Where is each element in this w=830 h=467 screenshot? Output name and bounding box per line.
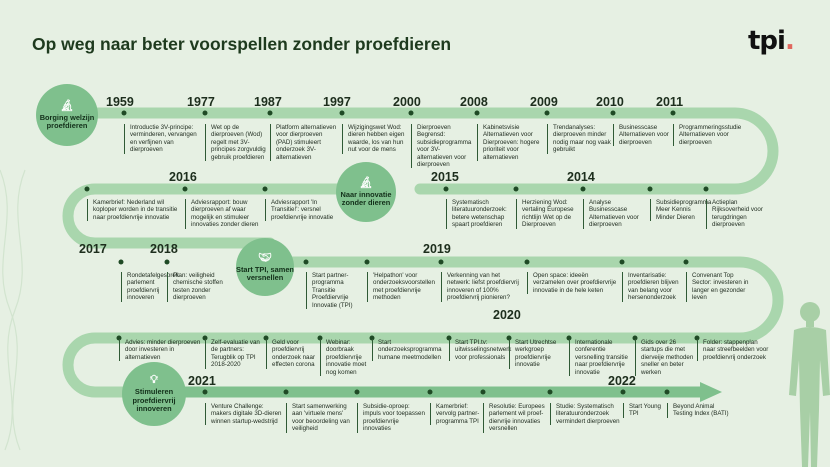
event-item bbox=[446, 199, 514, 229]
event-text: Platform alternatieven voor dierproeven (PAD) stimuleert onderzoek 3V-alternatieven bbox=[270, 124, 340, 161]
event-text: Start Young TPI bbox=[623, 403, 665, 418]
year-label: 2016 bbox=[169, 170, 197, 184]
event-item bbox=[185, 199, 263, 229]
event-item bbox=[372, 339, 447, 361]
event-text: Folder: stappenplan naar streefbeelden voor proefdiervrij onderzoek bbox=[697, 339, 769, 361]
event-text: Kabinetsvisie Alternatieven voor Dierproeven: hogere prioriteit voor alternatieven bbox=[477, 124, 545, 161]
event-text: Venture Challenge: makers digitale 3D-dieren winnen startup-wedstrijd bbox=[205, 403, 284, 425]
milestone-label: Stimuleren proefdiervrij innoveren bbox=[132, 387, 176, 414]
event-text: Plan: veiligheid chemische stoffen testen zonder dierproeven bbox=[167, 272, 229, 302]
year-label: 2021 bbox=[188, 374, 216, 388]
event-item bbox=[320, 339, 370, 376]
event-item bbox=[167, 272, 229, 302]
handshake-icon: 🤝︎ bbox=[258, 251, 272, 264]
event-item bbox=[583, 199, 649, 229]
year-label: 2011 bbox=[656, 95, 684, 109]
event-item bbox=[550, 403, 621, 425]
year-label: 2000 bbox=[393, 95, 421, 109]
event-item bbox=[342, 124, 410, 154]
event-text: Kamerbrief: vervolg partner-programma TPI bbox=[430, 403, 481, 425]
event-item bbox=[667, 403, 733, 418]
event-item bbox=[367, 272, 439, 302]
event-item bbox=[286, 403, 355, 433]
event-item bbox=[527, 272, 620, 294]
milestone-label: Start TPI, samen versnellen bbox=[236, 264, 294, 282]
event-text: Start Utrechtse werkgroep proefdiervrije innovatie bbox=[509, 339, 567, 369]
event-text: Businesscase Alternatieven voor dierproeven bbox=[613, 124, 671, 146]
event-item bbox=[411, 124, 475, 168]
event-item bbox=[569, 339, 633, 376]
event-item bbox=[673, 124, 749, 146]
event-item bbox=[623, 403, 665, 418]
event-text: Programmeringsstudie Alternatieven voor dierproeven bbox=[673, 124, 749, 146]
microscope-icon: 🔬︎ bbox=[60, 99, 74, 112]
milestone-label: Borging welzijn proefdieren bbox=[39, 112, 95, 130]
event-text: Actieplan Rijksoverheid voor terugdringen dierproeven bbox=[706, 199, 774, 229]
event-text: Kamerbrief: Nederland wil koploper worden in de transitie naar proefdiervrije innovatie bbox=[87, 199, 183, 221]
event-text: Systematisch literatuuronderzoek: betere wetenschap spaart proefdieren bbox=[446, 199, 514, 229]
event-text: Open space: ideeën verzamelen over proefdiervrije innovatie in de hele keten bbox=[527, 272, 620, 294]
year-label: 2015 bbox=[431, 170, 459, 184]
event-text: Gids over 26 startups die met dierveije methoden sneller en beter werken bbox=[635, 339, 695, 376]
event-text: Start partner-programma Transitie Proefdiervrije Innovatie (TPI) bbox=[306, 272, 365, 309]
event-text: Wijzigingswet Wod: dieren hebben eigen waarde, los van hun nut voor de mens bbox=[342, 124, 410, 154]
event-item bbox=[509, 339, 567, 369]
logo-dot: . bbox=[784, 26, 794, 56]
event-text: Studie: Systematisch literatuuronderzoek vermindert dierproeven bbox=[550, 403, 621, 425]
event-item bbox=[449, 339, 512, 361]
event-text: Start samenwerking aan 'virtuele mens' voor beoordeling van veiligheid bbox=[286, 403, 355, 433]
milestone-circle-stimuleren bbox=[122, 362, 186, 426]
event-text: Herziening Wod: vertaling Europese richtlijn Wet op de Dierproeven bbox=[516, 199, 582, 229]
milestone-circle-start-tpi bbox=[236, 238, 294, 296]
event-item bbox=[635, 339, 695, 376]
event-item bbox=[357, 403, 428, 433]
event-text: Subsidie-oproep: impuls voor toepassen proefdiervrije innovaties bbox=[357, 403, 428, 433]
event-item bbox=[266, 339, 318, 369]
event-text: Adviesrapport: bouw dierproeven af waar mogelijk en stimuleer innovaties zonder dieren bbox=[185, 199, 263, 229]
year-label: 2008 bbox=[460, 95, 488, 109]
event-item bbox=[124, 124, 202, 154]
year-label: 2020 bbox=[493, 308, 521, 322]
event-text: Start onderzoeksprogramma humane meetmodellen bbox=[372, 339, 447, 361]
person-silhouette-decoration bbox=[786, 300, 830, 467]
microscope-icon: 🔬︎ bbox=[359, 176, 373, 189]
event-text: Convenant Top Sector: investeren in langer en gezonder leven bbox=[686, 272, 752, 302]
event-text: Internationale conferentie versnelling transitie naar proefdiervrije innovatie bbox=[569, 339, 633, 376]
event-item bbox=[613, 124, 671, 146]
event-text: Verkenning van het netwerk: liefst proefdiervrij innoveren of 100% proefdiervrij pionieren? bbox=[441, 272, 525, 302]
milestone-circle-innovatie bbox=[336, 162, 396, 222]
event-item bbox=[441, 272, 525, 302]
event-item bbox=[265, 199, 335, 221]
event-item bbox=[119, 339, 203, 361]
event-text: Trendanalyses: dierproeven minder nodig maar nog vaak gebruikt bbox=[547, 124, 611, 154]
event-item bbox=[547, 124, 611, 154]
event-item bbox=[686, 272, 752, 302]
event-text: Beyond Animal Testing Index (BATI) bbox=[667, 403, 733, 418]
year-label: 1977 bbox=[187, 95, 215, 109]
event-text: Wet op de dierproeven (Wod) regelt met 3V-principes zorgvuldig gebruik proefdieren bbox=[205, 124, 269, 161]
event-text: Advies: minder dierproeven door investeren in alternatieven bbox=[119, 339, 203, 361]
event-item bbox=[205, 124, 269, 161]
event-item bbox=[205, 403, 284, 425]
event-item bbox=[483, 403, 548, 433]
year-label: 2019 bbox=[423, 242, 451, 256]
year-label: 1997 bbox=[323, 95, 351, 109]
event-item bbox=[697, 339, 769, 361]
event-item bbox=[516, 199, 582, 229]
event-item bbox=[306, 272, 365, 309]
lightbulb-icon: 💡︎ bbox=[150, 374, 158, 387]
event-text: Resolutie: Europees parlement wil proef-diervrije innovaties versnellen bbox=[483, 403, 548, 433]
event-text: 'Helpathon' voor onderzoeksvoorstellen met proefdiervrije methoden bbox=[367, 272, 439, 302]
year-label: 2009 bbox=[530, 95, 558, 109]
event-text: Start TPI.tv: uitwisselingsnetwerk voor professionals bbox=[449, 339, 507, 361]
year-label: 1959 bbox=[106, 95, 134, 109]
event-item bbox=[121, 272, 179, 302]
event-item bbox=[270, 124, 340, 161]
event-item bbox=[477, 124, 545, 161]
dna-helix-decoration bbox=[0, 170, 25, 450]
year-label: 2014 bbox=[567, 170, 595, 184]
milestone-label: Naar innovatie zonder dieren bbox=[340, 189, 392, 207]
year-label: 2010 bbox=[596, 95, 624, 109]
year-label: 2017 bbox=[79, 242, 107, 256]
year-label: 2018 bbox=[150, 242, 178, 256]
event-text: Inventarisatie: proefdieren blijven van belang voor hersenonderzoek bbox=[622, 272, 684, 302]
tpi-logo bbox=[748, 26, 794, 56]
event-item bbox=[622, 272, 684, 302]
event-text: Dierproeven Begrensd: subsidieprogramma voor 3V-alternatieven voor dierproeven bbox=[411, 124, 475, 168]
event-item bbox=[205, 339, 264, 369]
milestone-circle-borging bbox=[36, 84, 98, 146]
event-text: Zelf-evaluatie van de partners: Terugblik op TPI 2018-2020 bbox=[205, 339, 264, 369]
logo-text: tpi bbox=[748, 26, 785, 56]
year-label: 1987 bbox=[254, 95, 282, 109]
event-text: Adviesrapport 'In Transitie!': versnel proefdiervrije innovatie bbox=[265, 199, 335, 221]
event-item bbox=[87, 199, 183, 221]
event-item bbox=[706, 199, 774, 229]
year-label: 2022 bbox=[608, 374, 636, 388]
page-title: Op weg naar beter voorspellen zonder proefdieren bbox=[32, 34, 452, 54]
event-item bbox=[650, 199, 712, 221]
event-text: Rondetafelgesprek parlement proefdiervrij innoveren bbox=[121, 272, 165, 302]
event-text: Subsidieprogramma Meer Kennis Minder Dieren bbox=[650, 199, 704, 221]
event-text: Webinar: doorbraak proefdiervrije innovatie moet nog komen bbox=[320, 339, 370, 376]
event-item bbox=[430, 403, 481, 425]
event-text: Analyse Businesscase Alternatieven voor dierproeven bbox=[583, 199, 649, 229]
event-text: Introductie 3V-principe: verminderen, vervangen en verfijnen van dierproeven bbox=[124, 124, 202, 154]
event-text: Geld voor proefdiervrij onderzoek naar effecten corona bbox=[266, 339, 318, 369]
